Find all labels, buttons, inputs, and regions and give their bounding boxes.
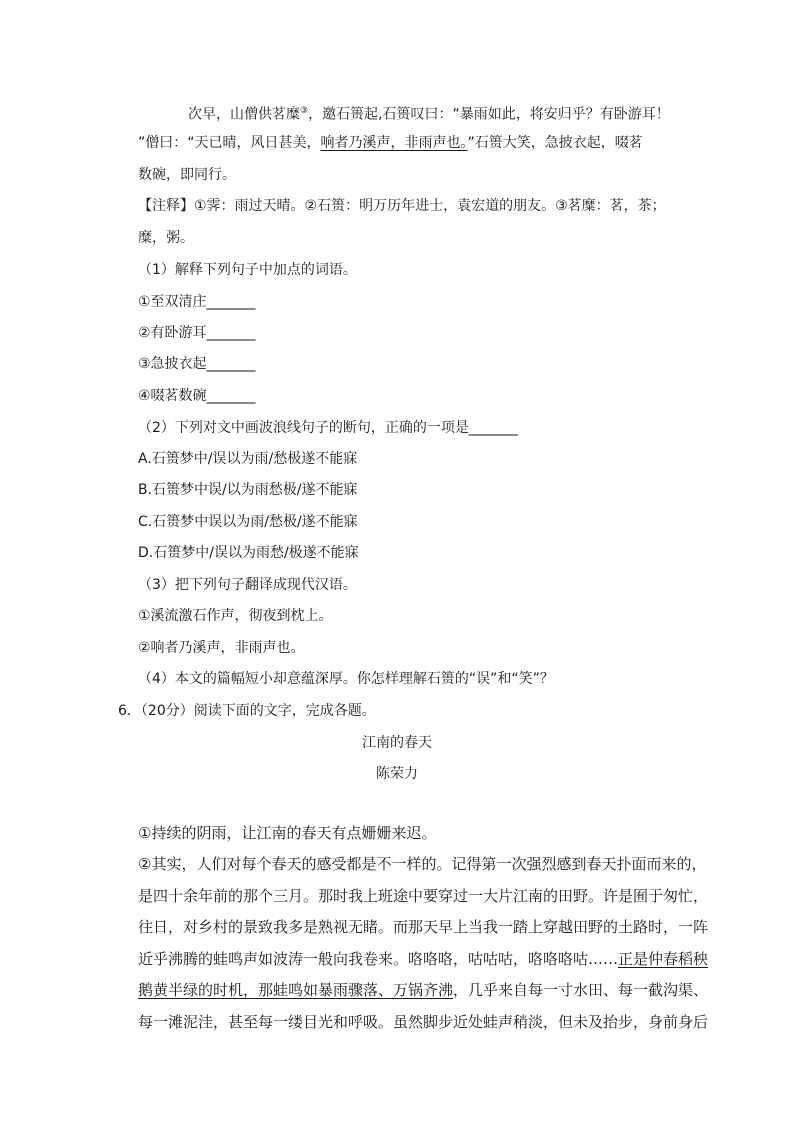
question-2-option-c: C.石篑梦中误以为雨/愁极/遂不能寐 — [138, 514, 358, 530]
article-paragraph-1: ①持续的阴雨，让江南的春天有点姗姗来迟。 — [138, 824, 437, 842]
underlined-sentence: 正是仲春稻秧 — [618, 950, 709, 968]
question-3-item: ②响者乃溪声，非雨声也。 — [138, 640, 305, 656]
annotation-line-1: 【注释】①霁：雨过天晴。②石篑：明万历年进士，袁宏道的朋友。③茗糜：茗，茶； — [138, 198, 666, 214]
underlined-sentence: 鹅黄半绿的时机，那蛙鸣如暴雨骤落、万锅齐沸 — [138, 981, 454, 999]
article-author: 陈荣力 — [376, 766, 418, 782]
article-paragraph-2-line — [138, 980, 708, 1000]
question-2-option-d: D.石篑梦中/误以为雨愁/极遂不能寐 — [138, 545, 359, 561]
question-1: （1）解释下列句子中加点的词语。 — [138, 262, 357, 278]
footnote-marker: ③ — [300, 106, 309, 116]
passage-text: ”石篑大笑，急披衣起，啜茗 — [467, 135, 643, 151]
article-paragraph-2-line: ②其实，人们对每个春天的感受都是不一样的。记得第一次强烈感到春天扑面而来的， — [138, 855, 707, 873]
article-title: 江南的春天 — [362, 735, 432, 751]
underlined-sentence: 响者乃溪声，非雨声也。 — [320, 135, 468, 151]
question-1-item: ②有卧游耳_______ — [138, 325, 256, 341]
question-1-item: ①至双清庄_______ — [138, 294, 256, 310]
passage-text: 次早，山僧供茗糜 — [188, 106, 300, 123]
article-paragraph-2-line — [138, 949, 708, 969]
article-text: ，几乎来自每一寸水田、每一截沟渠、 — [453, 981, 709, 999]
passage-line-3: 数碗，即同行。 — [138, 167, 236, 183]
passage-line-1 — [188, 101, 670, 125]
question-4: （4）本文的篇幅短小却意蕴深厚。你怎样理解石篑的“误”和“笑”？ — [138, 671, 554, 687]
article-paragraph-2-line: 往日，对乡村的景致我多是熟视无睹。而那天早上当我一踏上穿越田野的土路时，一阵 — [138, 918, 709, 936]
article-paragraph-2-line: 是四十余年前的那个三月。那时我上班途中要穿过一大片江南的田野。许是囿于匆忙， — [138, 887, 709, 905]
question-2: （2）下列对文中画波浪线句子的断句，正确的一项是_______ — [138, 420, 518, 436]
question-1-item: ③急披衣起_______ — [138, 356, 256, 372]
passage-text: ，邀石篑起,石篑叹曰：“暴雨如此，将安归乎？有卧游耳！ — [308, 106, 670, 123]
annotation-line-2: 糜，粥。 — [138, 230, 194, 246]
question-2-option-b: B.石篑梦中误/以为雨愁极/遂不能寐 — [138, 482, 358, 498]
question-2-option-a: A.石篑梦中/误以为雨/愁极遂不能寐 — [138, 451, 358, 467]
section-6-header: 6．（20分）阅读下面的文字，完成各题。 — [118, 703, 376, 719]
question-3: （3）把下列句子翻译成现代汉语。 — [138, 577, 357, 593]
article-paragraph-2-line: 每一滩泥洼，甚至每一缕目光和呼吸。虽然脚步近处蛙声稍淡，但未及抬步，身前身后 — [138, 1013, 709, 1031]
question-1-item: ④啜茗数碗_______ — [138, 388, 256, 404]
passage-text: ”僧曰：“天已晴，风日甚美， — [138, 135, 321, 151]
article-text: 近乎沸腾的蛙鸣声如波涛一般向我卷来。咯咯咯，咕咕咕，咯咯咯咕…… — [138, 950, 619, 968]
passage-line-2 — [138, 133, 643, 153]
question-3-item: ①溪流激石作声，彻夜到枕上。 — [138, 608, 333, 624]
